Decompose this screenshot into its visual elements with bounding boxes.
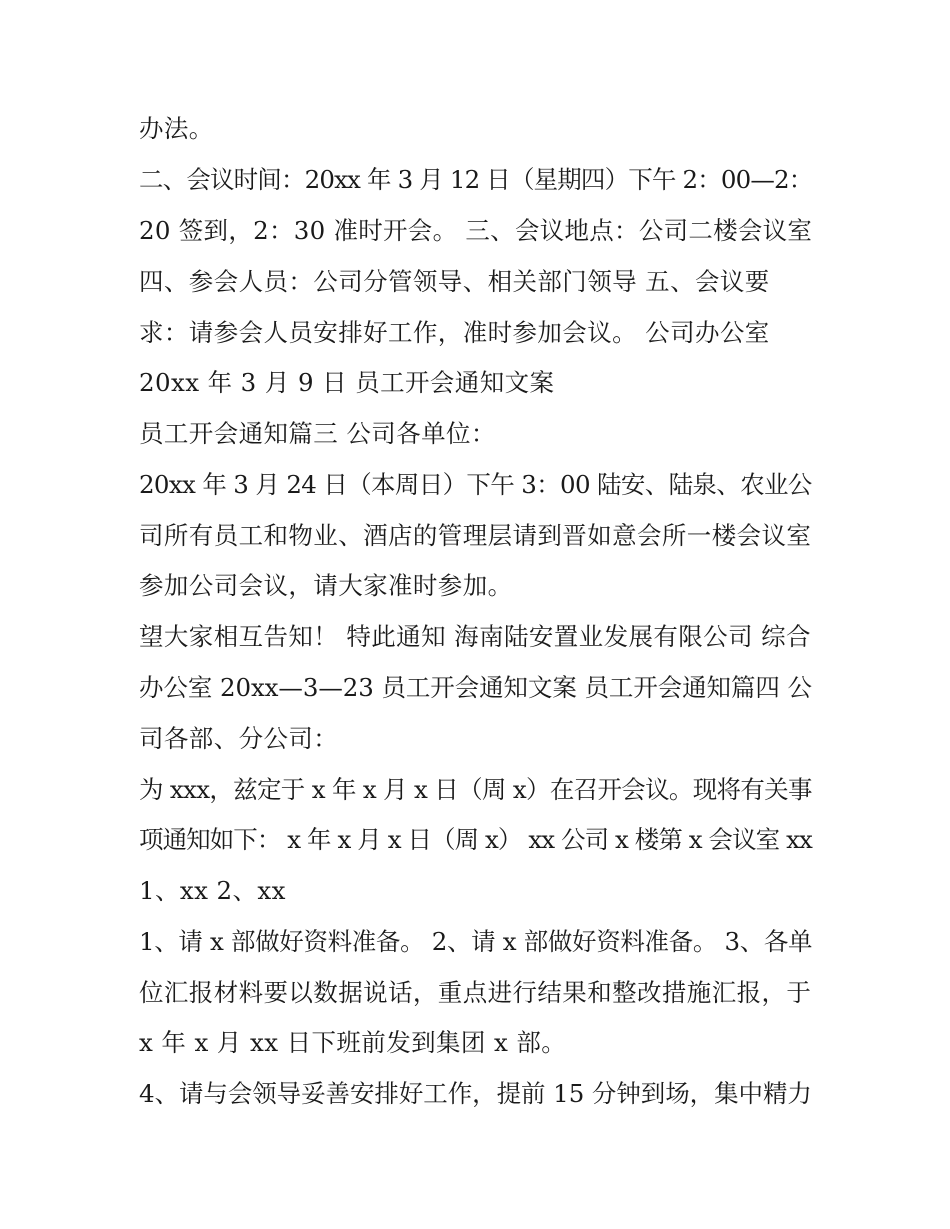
text-line: 员工开会通知篇三 公司各单位： — [139, 419, 496, 448]
text-line: 望大家相互告知！ 特此通知 海南陆安置业发展有限公司 综合 — [139, 622, 811, 651]
text-line: 四、参会人员：公司分管领导、相关部门领导 五、会议要 — [139, 267, 770, 296]
text-line: 办公室 20xx—3—23 员工开会通知文案 员工开会通知篇四 公 — [139, 673, 812, 702]
text-line: 办法。 — [139, 114, 214, 143]
text-line: 司各部、分公司： — [139, 724, 339, 753]
text-line: 4、请与会领导妥善安排好工作，提前 15 分钟到场，集中精力 — [139, 1079, 812, 1108]
text-line: 司所有员工和物业、酒店的管理层请到晋如意会所一楼会议室 — [139, 521, 812, 550]
text-line: 20xx 年 3 月 24 日（本周日）下午 3：00 陆安、陆泉、农业公 — [139, 470, 812, 499]
text-line: 求：请参会人员安排好工作，准时参加会议。 公司办公室 — [139, 318, 770, 347]
text-line: 1、xx 2、xx — [139, 876, 286, 905]
text-line: 二、会议时间：20xx 年 3 月 12 日（星期四）下午 2：00—2： — [139, 165, 813, 194]
text-line: x 年 x 月 xx 日下班前发到集团 x 部。 — [139, 1028, 567, 1057]
text-line: 20xx 年 3 月 9 日 员工开会通知文案 — [139, 368, 555, 397]
text-line: 20 签到，2：30 准时开会。 三、会议地点：公司二楼会议室 — [139, 216, 813, 245]
text-line: 参加公司会议，请大家准时参加。 — [139, 571, 513, 600]
text-line: 项通知如下： x 年 x 月 x 日（周 x） xx 公司 x 楼第 x 会议室 xx — [139, 825, 812, 854]
text-line: 为 xxx，兹定于 x 年 x 月 x 日（周 x）在召开会议。现将有关事 — [139, 775, 812, 804]
text-line: 位汇报材料要以数据说话，重点进行结果和整改措施汇报，于 — [139, 978, 812, 1007]
text-line: 1、请 x 部做好资料准备。 2、请 x 部做好资料准备。 3、各单 — [139, 927, 813, 956]
